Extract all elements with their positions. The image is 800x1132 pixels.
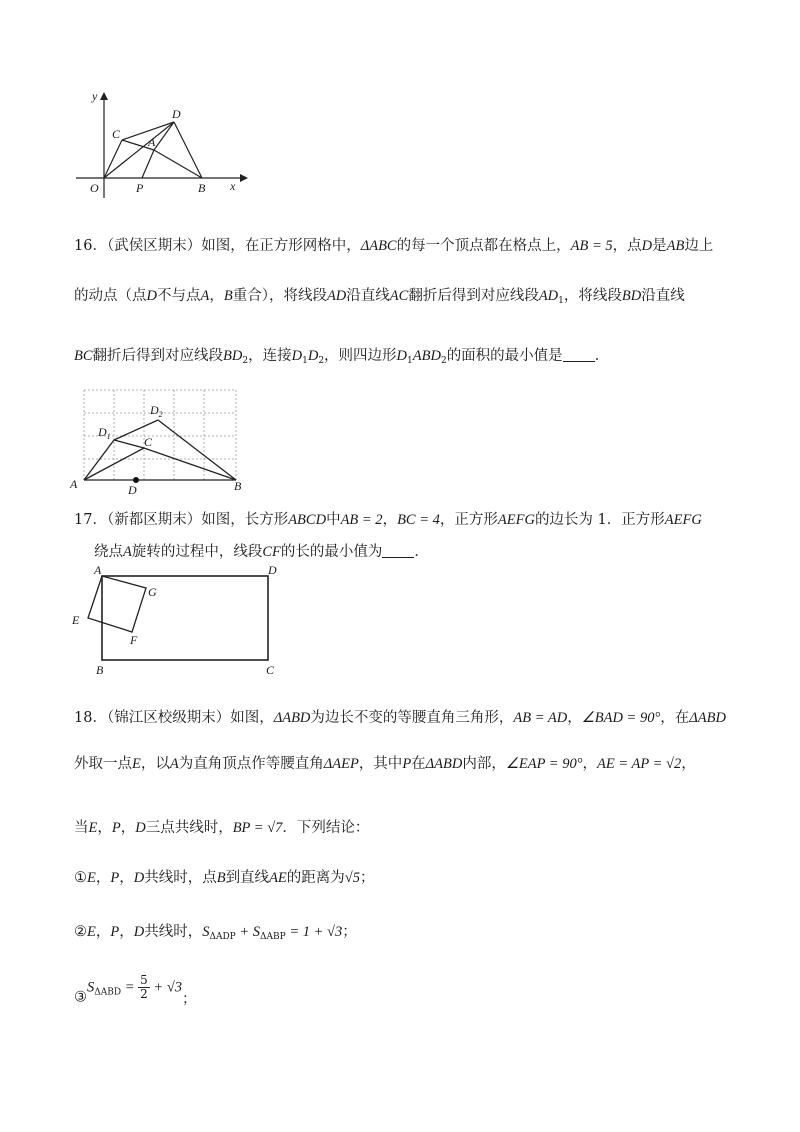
- q18-line2: 外取一点E，以A为直角顶点作等腰直角ΔAEP，其中P在ΔABD内部，∠EAP = 90°，AE = AP = √2，: [74, 756, 696, 772]
- label-F: F: [130, 633, 138, 647]
- figure-rectangle-diagram: [70, 562, 290, 682]
- figure-coordinate-diagram: [70, 88, 250, 203]
- q16-line3: BC翻折后得到对应线段$BD_2$，连接$D_1D_2$，则四边形$D_1ABD_2$的面积的最小值是 ．: [74, 348, 610, 366]
- label-A: A: [94, 563, 102, 577]
- figure-grid-diagram: [70, 384, 270, 496]
- label-D1: $D_1$: [98, 425, 111, 441]
- label-A: A: [70, 477, 78, 491]
- q18-line3: 当E，P，D三点共线时，BP = √7．下列结论：: [74, 820, 370, 836]
- q18-line1: 18．（锦江区校级期末）如图，ΔABD为边长不变的等腰直角三角形，AB = AD，∠BAD = 90°，在ΔABD: [74, 710, 726, 726]
- q18-conclusion-2: ②E，P，D共线时，$S_{\Delta ADP} + S_{\Delta ABP} = 1 + √3$；: [74, 924, 357, 942]
- label-B: B: [96, 663, 104, 677]
- q18-conclusion-1: ①E，P，D共线时，点B到直线AE的距离为√5；: [74, 870, 375, 886]
- label-E: E: [72, 613, 80, 627]
- label-C: C: [266, 663, 275, 677]
- label-G: G: [148, 585, 157, 599]
- q16-source: （武侯区期末）: [106, 238, 202, 254]
- q17-answer-blank: [382, 545, 414, 558]
- q16-ab-eq: AB = 5: [570, 238, 613, 254]
- label-P: P: [136, 181, 144, 195]
- label-A: A: [148, 135, 156, 149]
- q17-number: 17．: [74, 512, 107, 528]
- q18-source: （锦江区校级期末）: [106, 710, 231, 726]
- label-O: O: [90, 181, 99, 195]
- q16-line1: 16．（武侯区期末）如图，在正方形网格中，ΔABC的每一个顶点都在格点上，AB = 5，点D是AB边上: [74, 238, 714, 254]
- label-C: C: [144, 435, 153, 449]
- q16-answer-blank: [563, 349, 595, 362]
- label-C: C: [112, 127, 121, 141]
- label-D2: $D_2$: [150, 403, 163, 419]
- label-y: y: [92, 89, 98, 103]
- label-B: B: [198, 181, 206, 195]
- q16-number: 16．: [74, 238, 107, 254]
- label-D: D: [268, 563, 277, 577]
- label-D: D: [128, 483, 137, 497]
- fraction-5-2: $\frac{5}{2}$: [140, 973, 148, 1001]
- label-x: x: [230, 179, 236, 193]
- q17-line1: 17．（新都区期末）如图，长方形ABCD中AB = 2，BC = 4，正方形AEFG的边长为 1．正方形AEFG: [74, 512, 702, 528]
- label-B: B: [234, 479, 242, 493]
- q18-conclusion-3: $③S_{\Delta ABD}$ = $\frac{5}{2}$ + √3；: [74, 973, 197, 1008]
- q16-triangle: ΔABC: [360, 238, 397, 254]
- q18-number: 18．: [74, 710, 107, 726]
- q17-source: （新都区期末）: [106, 512, 202, 528]
- q17-line2: 绕点A旋转的过程中，线段CF的长的最小值为 ．: [94, 544, 429, 560]
- label-D: D: [172, 107, 181, 121]
- q16-line2: 的动点（点D不与点A，B重合），将线段AD沿直线AC翻折后得到对应线段$AD_1$，将线段BD沿直线: [74, 288, 685, 306]
